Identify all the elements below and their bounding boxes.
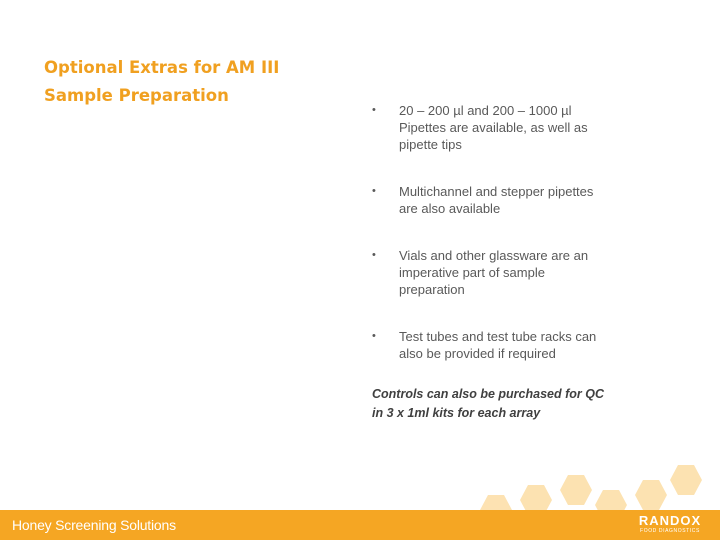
- bullet-line: Multichannel and stepper pipettes: [399, 184, 594, 199]
- bullet-line: preparation: [399, 282, 465, 297]
- logo-text: RANDOX: [638, 513, 702, 528]
- bullet-dot: •: [372, 330, 376, 342]
- bullet-line: pipette tips: [399, 137, 462, 152]
- logo-subtext: FOOD DIAGNOSTICS: [640, 528, 700, 534]
- bullet-line: 20 – 200 µl and 200 – 1000 µl: [399, 103, 572, 118]
- note-line-2: in 3 x 1ml kits for each array: [372, 406, 541, 420]
- bullet-item: [372, 102, 652, 153]
- bullet-line: Pipettes are available, as well as: [399, 120, 588, 135]
- title-line-2: Sample Preparation: [44, 86, 229, 105]
- bullet-line: Test tubes and test tube racks can: [399, 329, 597, 344]
- slide-title: [44, 54, 344, 110]
- bullet-item: [372, 247, 652, 298]
- bullet-dot: •: [372, 185, 376, 197]
- bullet-item: [372, 328, 652, 362]
- bullet-line: Vials and other glassware are an: [399, 248, 589, 263]
- bullet-item: [372, 183, 652, 217]
- honeycomb-pattern: [420, 455, 720, 515]
- bullet-list: [372, 102, 652, 362]
- footer-title: Honey Screening Solutions: [12, 517, 176, 533]
- bullet-line: also be provided if required: [399, 346, 556, 361]
- controls-note: [372, 385, 662, 423]
- title-line-1: Optional Extras for AM III: [44, 58, 280, 77]
- randox-logo: [630, 513, 710, 535]
- bullet-line: imperative part of sample: [399, 265, 545, 280]
- bullet-dot: •: [372, 104, 376, 116]
- bullet-dot: •: [372, 249, 376, 261]
- note-line-1: Controls can also be purchased for QC: [372, 387, 604, 401]
- bullet-line: are also available: [399, 201, 501, 216]
